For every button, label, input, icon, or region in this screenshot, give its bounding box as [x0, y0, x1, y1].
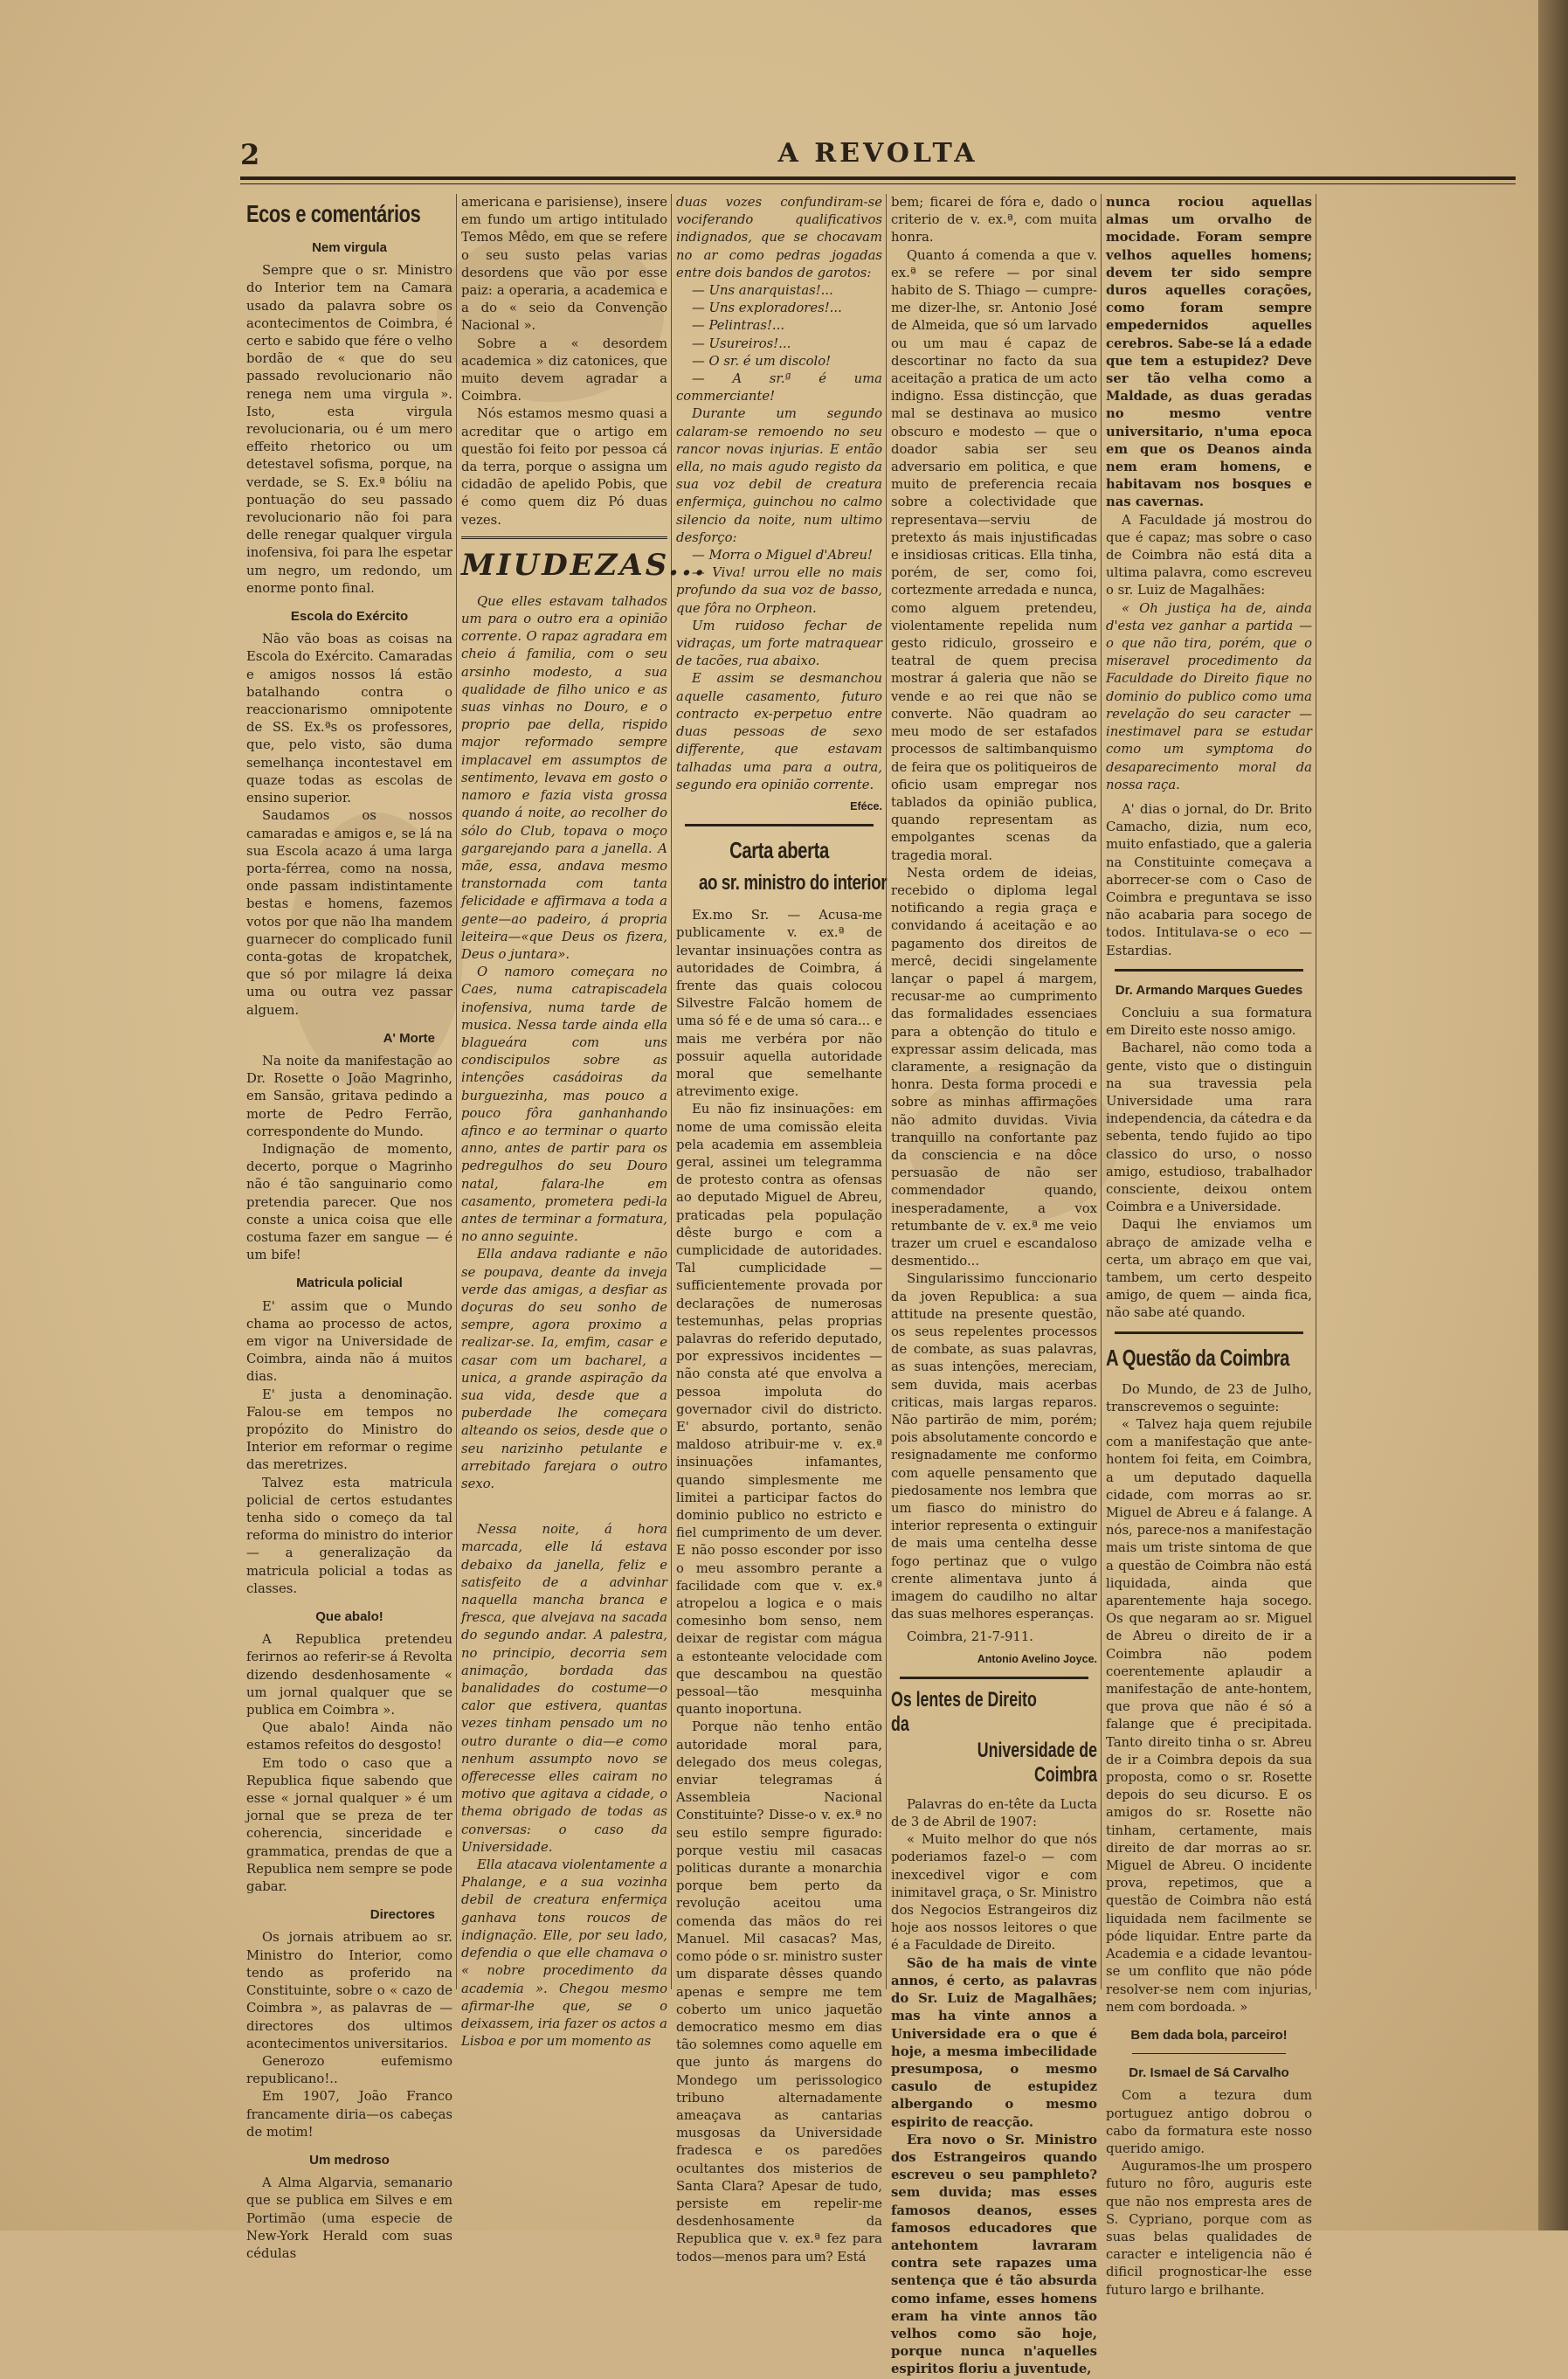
column-1	[246, 194, 452, 2261]
paragraph: Os jornais atribuem ao sr. Ministro do Interior, como tendo as proferido na Constituinte, sobre o « cazo de Coimbra », as palavras de — directores dos ultimos acontecimentos universitarios.	[246, 1930, 452, 2051]
section-title-miudezas: MIUDEZAS...	[461, 536, 667, 584]
paragraph: Durante um segundo calaram-se remoendo no seu rancor novas injurias. E então ella, no mais agudo registo da sua voz debil de creatura enfermiça, guinchou no calmo silencio da noite, num ultimo desforço:	[676, 406, 882, 545]
paragraph: Nessa noite, á hora marcada, elle lá estava debaixo da janella, feliz e satisfeito de a advinhar naquella mancha branca e fresca, que alvejava na sacada do segundo andar. A palestra, no principio, decorria sem animação, bordada das banalidades do costume—o calor que estivera, quantas vezes tinham pensado um no outro durante o dia—e como nenhum assumpto novo se offerecesse elles cairam no motivo que agitava a cidade, o thema obrigado de todas as conversas: o caso da Universidade.	[461, 1522, 667, 1855]
paragraph: Indignação de momento, decerto, porque o Magrinho não é tão sanguinario como pretendia parecer. Que nos conste a unica coisa que elle costuma fazer em sangue — é um bife!	[246, 1141, 452, 1263]
dialogue-line: — Usureiros!...	[692, 335, 791, 351]
dialogue-line: — Pelintras!...	[692, 318, 785, 334]
paragraph: Saudamos os nossos camaradas e amigos e, se lá na sua Escola acazo á uma larga porta-férrea, como na nossa, onde passam indistintamente bestas e homens, fazemos votos por que não lha mandem guarnecer do complicado funil conta-gotas de kropatchek, que só por milagre lá deixa uma ou outra vez passar alguem.	[246, 808, 452, 1018]
section-title-questao-coimbra: A Questão da Coimbra	[1106, 1344, 1290, 1371]
subheading-a-morte: A' Morte	[383, 1030, 435, 1046]
paragraph: Não vão boas as coisas na Escola do Exército. Camaradas e amigos nossos lá estão batalhando contra o reaccionarismo omnipotente de SS. Ex.ªs os professores, que, pelo visto, são duma semelhança incontestavel em quaze todas as escolas de ensino superior.	[246, 632, 452, 806]
paragraph: Sobre a « desordem academica » diz catonices, que muito devem agradar a Coimbra.	[461, 335, 667, 405]
subheading-matricula-policial: Matricula policial	[296, 1276, 403, 1291]
paragraph: A Republica pretendeu ferirnos ao referir-se á Revolta dizendo desdenhosamente « um jornal qualquer que se publica em Coimbra ».	[246, 1632, 452, 1719]
column-rule	[886, 194, 887, 1989]
paragraph: Porque não tenho então autoridade moral para, delegado dos meus colegas, enviar telegramas á Assembleia Nacional Constituinte? Disse-o v. ex.ª no seu estilo sempre figurado: porque vestiu mil casacas politicas durante a monarchia porque bem perto da revolução aceitou uma comenda das mãos do rei Manuel. Mil casacas? Mas, como póde o sr. ministro suster um disparate dêsses quando apenas e sempre me tem coberto um unico jaquetão democratico mesmo em dias tão solemnes como aquelle em que junto ás margens do Mondego um perissologico tribuno alternadamente ameaçava as cantarias musgosas da Universidade fradesca e os paredões ocultantes dos misterios de Santa Clara? Apesar de tudo, persiste em repelir-me desdenhosamente da Republica que v. ex.ª fez para todos—menos para um? Está	[676, 1719, 882, 2265]
paragraph: E assim se desmanchou aquelle casamento, futuro contracto ex-perpetuo entre duas pessoas de sexo differente, que estavam talhadas uma para a outra, segundo era opinião corrente.	[676, 671, 882, 792]
paragraph: Nós estamos mesmo quasi a acreditar que o artigo em questão foi feito por pessoa cá da terra, porque o assigna um cidadão de apelido Pobis, que é como quem diz Pó duas vezes.	[461, 406, 667, 528]
paragraph: Um ruidoso fechar de vidraças, um forte matraquear de tacões, rua abaixo.	[676, 618, 882, 669]
signature: Eféce.	[850, 799, 882, 813]
paragraph: « Oh justiça ha de, ainda d'esta vez ganhar a partida — o que não tira, porém, que o miseravel procedimento da Faculdade do Direito fique no dominio do publico como uma revelação do seu caracter — inestimavel para se estudar como um symptoma do desaparecimento moral da nossa raça.	[1106, 600, 1312, 792]
dialogue-line: — O sr. é um discolo!	[692, 353, 832, 369]
section-title-ministro: ao sr. ministro do interior	[698, 871, 888, 896]
separator	[900, 1677, 1088, 1679]
paragraph: Com a tezura dum portuguez antigo dobrou o cabo da formatura este nosso querido amigo.	[1106, 2088, 1312, 2156]
paragraph: A Faculdade já mostrou do que é capaz; mas sobre o caso de Coimbra não está dita a ultima palavra, como escreveu o sr. Luiz de Magalhães:	[1106, 512, 1312, 598]
paragraph: Ella atacava violentamente a Phalange, e a sua vozinha debil de creatura enfermiça ganhava tons roucos de indignação. Elle, por seu lado, defendia o que elle chamava o « nobre procedimento da academia ». Chegou mesmo afirmar-lhe que, se o deixassem, iria fazer os actos a Lisboa e por um momento as	[461, 1857, 667, 2050]
page-header	[240, 138, 1516, 180]
paragraph: A' dias o jornal, do Dr. Brito Camacho, dizia, num eco, muito enfastiado, que a galeria na Constituinte começava a aborrecer-se com o Caso de Coimbra e preguntava se isso não acabaria para socego de todos. Intitulava-se o eco — Estardias.	[1106, 801, 1312, 958]
paragraph: Palavras do en-tête da Lucta de 3 de Abril de 1907:	[891, 1796, 1097, 1830]
paragraph: Quanto á comenda a que v. ex.ª se refere — por sinal habito de S. Thiago — cumpre-me dizer-lhe, sr. Antonio José de Almeida, que só um larvado ou um mau é capaz de descortinar no facto da sua aceitação a pratica de um acto indigno. Essa distincção, que mal se destinava ao musico obscuro e modesto — que o doador sabia ser seu adversario em politica, e que muito de preferencia recaia sobre a colectividade que representava—serviu de pretexto ás mais injustificadas e insidiosas criticas. Ella tinha, porém, de ser, como foi, cortezmente arredada e nunca, como alguem pretendeu, violentamente repelida num gesto ridiculo, grosseiro e teatral de quem precisa mostrar á galeria que não se vende e ao rei que não se converte. Não quadram ao meu modo de ser estafados processos de saltimbanquismo de feira que os politiqueiros de oficio usam empregar nos tablados da opinião publica, quando representam as empolgantes scenas da tragedia moral.	[891, 247, 1097, 863]
page-number: 2	[240, 138, 260, 171]
paragraph: Que abalo! Ainda não estamos refeitos do desgosto!	[246, 1720, 452, 1753]
paragraph: Do Mundo, de 23 de Julho, transcrevemos o seguinte:	[1106, 1381, 1312, 1414]
column-2	[461, 194, 708, 2050]
paragraph: Em 1907, João Franco francamente diria—os cabeças de motim!	[246, 2089, 452, 2140]
dialogue-line: — Viva! urrou elle no mais profundo da sua voz de basso, que fôra no Orpheon.	[676, 565, 882, 616]
section-title-ecos: Ecos e comentários	[246, 200, 421, 227]
separator	[685, 824, 874, 826]
paragraph: Que elles estavam talhados um para o outro era a opinião corrente. O rapaz agradara em cheio á familia, com o seu arsinho modesto, a sua qualidade de filho unico e as suas vinhas no Douro, e o proprio pae della, rispido major reformado sempre implacavel em assumptos de sentimento, levava em gosto o namoro e fazia vista grossa quando á noite, ao recolher do sólo do Club, topava o moço gargarejando para a janella. A mãe, essa, andava mesmo transtornada com tanta felicidade e affirmava a toda a gente—ao padeiro, á propria leiteira—«que Deus os fizera, Deus o juntara».	[461, 593, 667, 962]
subheading-armando-marques-guedes: Dr. Armando Marques Guedes	[1115, 982, 1303, 998]
paragraph: Era novo o Sr. Ministro dos Estrangeiros quando escreveu o seu pamphleto? sem duvida; mas esses famosos deanos, esses famosos educadores que antehontem lavraram contra sete rapazes uma sentença que é tão absurda como infame, esses homens eram ha vinte annos tão velhos como são hoje, porque nunca n'aquelles espiritos floriu a juventude,	[891, 2132, 1097, 2377]
subheading-que-abalo: Que abalo!	[315, 1609, 383, 1625]
subheading-um-medroso: Um medroso	[309, 2152, 390, 2168]
paragraph: « Muito melhor do que nós poderiamos fazel-o — com inexcedivel vigor e com inimitavel graça, o Sr. Ministro dos Negocios Estrangeiros diz hoje aos nossos leitores o que é a Faculdade de Direito.	[891, 1832, 1097, 1954]
column-4	[891, 194, 1097, 2377]
section-title-carta-aberta: Carta aberta	[729, 837, 829, 864]
dialogue-line: — Uns exploradores!...	[692, 301, 842, 316]
section-title-lentes: Os lentes de Direito da	[891, 1687, 1037, 1736]
column-5	[1106, 194, 1312, 2298]
separator	[487, 1502, 641, 1512]
subheading-escola-exercito: Escola do Exército	[290, 609, 409, 625]
subheading-directores: Directores	[370, 1907, 435, 1923]
column-3	[676, 194, 888, 2265]
paragraph: E' justa a denominação. Falou-se em tempos no propózito do Ministro do Interior em reformar o regime das meretrizes.	[246, 1387, 452, 1473]
paragraph: americana e parisiense), insere em fundo um artigo intitulado Temos Mêdo, em que se refere o seu susto pelas varias desordens que vão por esse paiz: a operaria, a academica e a do « seio da Convenção Nacional ».	[461, 195, 667, 334]
column-rule	[1101, 194, 1102, 1989]
separator	[1115, 969, 1303, 972]
paragraph: nunca rociou aquellas almas um orvalho de mocidade. Foram sempre velhos aquelles homens; devem ter sido sempre duros aquelles corações, como foram sempre empedernidos aquelles cerebros. Sabe-se lá a edade que tem a estupidez? Deve ser tão velha como a Maldade, as duas geradas no mesmo ventre universitario, n'uma epoca em que os Deanos ainda nem eram homens, e habitavam nos bosques e nas cavernas.	[1106, 195, 1312, 510]
signature: Antonio Avelino Joyce.	[977, 1652, 1097, 1665]
dialogue-line: — Uns anarquistas!...	[692, 283, 833, 299]
paragraph: E' assim que o Mundo chama ao processo de actos, em vigor na Universidade de Coimbra, ainda não á muitos dias.	[246, 1298, 452, 1385]
paragraph: bem; ficarei de fóra e, dado o criterio de v. ex.ª, com muita honra.	[891, 195, 1097, 246]
paragraph: Na noite da manifestação ao Dr. Rosette o João Magrinho, em Sansão, gritava pedindo a morte de Pedro Ferrão, correspondente do Mundo.	[246, 1053, 452, 1139]
subheading-nem-virgula: Nem virgula	[312, 240, 387, 255]
page-edge	[1538, 0, 1568, 2230]
paragraph: Sempre que o sr. Ministro do Interior tem na Camara usado da palavra sobre os acontecimentos de Coimbra, é certo e sabido que fére o velho bordão de « que do seu passado revolucionario não renega nem uma virgula ». Isto, esta virgula revolucionaria, ou é um mero effeito rhetorico ou um detestavel sofisma, porque, na verdade, se S. Ex.ª bóliu na pontuação do seu passado revolucionario não foi para delle renegar qualquer virgula inofensiva, foi para lhe espetar um negro, um redondo, um enorme ponto final.	[246, 263, 452, 596]
subheading-bem-dada-bola: Bem dada bola, parceiro!	[1130, 2027, 1288, 2043]
column-rule	[671, 194, 672, 1989]
paragraph: Nesta ordem de ideias, recebido o diploma legal notificando a regia graça e convidando á aceitação e ao pagamento dos direitos de mercê, decidi singelamente lançar o papel á margem, recusar-me ao cumprimento das formalidades essenciaes para a obtenção do titulo e expressar assim delicada, mas claramente, a resignação da honra. Desta forma procedi e sobre as minhas affirmações não admito duvidas. Vivia tranquillo na confortante paz da consciencia e na dôce persuasão de não ser commendador quando, inesperadamente, a vox retumbante de v. ex.ª me veio trazer um cruel e escandaloso desmentido...	[891, 865, 1097, 1269]
subheading-ismael-sa-carvalho: Dr. Ismael de Sá Carvalho	[1129, 2065, 1289, 2081]
paragraph: Eu não fiz insinuações: em nome de uma comissão eleita pela academia em assembleia geral, assinei um telegramma de protesto contra as ofensas ao deputado Miguel de Abreu, praticadas pela população dêste burgo e com a cumplicidade de autoridades. Tal cumplicidade — sufficientemente provada por declarações de numerosas testemunhas, pelas proprias palavras do referido deputado, por expressivos incidentes — não consta até que envolva a pessoa impoluta do governador civil do districto. E' absurdo, portanto, senão maldoso atribuir-me v. ex.ª insinuações infamantes, quando simplesmente me limitei a participar factos do dominio publico no estricto e fiel cumprimento de um dever. E não posso esconder por isso o meu assombro perante a facilidade com que v. ex.ª atropelou a logica e o mais comesinho bom senso, nem deixar de registar com mágua a estonteante velocidade com que descambou na questão pessoal—tão mesquinha quanto inoportuna.	[676, 1102, 882, 1718]
column-rule	[456, 194, 457, 1989]
paragraph: Talvez esta matricula policial de certos estudantes tenha sido o começo da tal reforma do ministro do interior — a generalização da matricula policial a todas as classes.	[246, 1475, 452, 1596]
dialogue-line: — A sr.ª é uma commerciante!	[676, 371, 882, 405]
paragraph: Em todo o caso que a Republica fique sabendo que esse « jornal qualquer » é um jornal que se preza de ter coherencia, sinceridade e grammatica, prendas de que a Republica nem sempre se pode gabar.	[246, 1755, 452, 1895]
paragraph: Concluiu a sua formatura em Direito este nosso amigo.	[1106, 1005, 1312, 1039]
dialogue-line: — Morra o Miguel d'Abreu!	[692, 548, 873, 564]
paragraph: Generozo eufemismo republicano!..	[246, 2053, 452, 2087]
paragraph: duas vozes confundiram-se vociferando qualificativos indignados, que se chocavam no ar como pedras jogadas entre dois bandos de garotos:	[676, 195, 882, 280]
separator	[1132, 2053, 1286, 2054]
paragraph: « Talvez haja quem rejubile com a manifestação que ante-hontem foi feita, em Coimbra, a um deputado daquella cidade, com morras ao sr. Miguel de Abreu e á falange. A nós, parece-nos a manifestação mais um triste sintoma de que a questão de Coimbra não está liquidada, ainda que aparentemente haja socego. Os que negaram ao sr. Miguel de Abreu o direito de ir a Coimbra não podem coerentemente aplaudir a manifestação de ante-hontem, que prova que não é só a falange que é precipitada. Tanto direito tinha o sr. Abreu de ir a Coimbra depois da sua proposta, como o sr. Rosette depois do seu dicurso. E os amigos do sr. Rosette não tinham, certamente, mais direito de dar morras ao sr. Miguel de Abreu. O incidente prova, repetimos, que a questão de Coimbra não está liquidada nem facilmente se póde liquidar. Entre parte da Academia e a cidade levantou-se um conflito que não póde resolver-se nem com injurias, nem com bordoada. »	[1106, 1417, 1312, 2015]
paragraph: Bacharel, não como toda a gente, visto que o distinguin na sua travessia pela Universidade uma rara independencia, da cátedra e da sebenta, tendo fujido ao tipo classico do urso, o nosso amigo, estudioso, trabalhador consciente, deixou ontem Coimbra e a Universidade.	[1106, 1041, 1312, 1215]
paragraph: Singularissimo funccionario da joven Republica: a sua attitude na presente questão, os seus repelentes processos de combate, as suas palavras, as suas intenções, mereciam, sem duvida, mais acerbas criticas, mais largas reparos. Não partirão de mim, porém; pois absolutamente concordo e resignadamente me conformo com aquelle pensamento que piedosamente nos lembra que um fiasco do ministro do interior representa o extinguir de mais uma centelha desse fogo pertinaz que o vulgo crente alimentava junto á imagem do caudilho no altar das suas melhores esperanças.	[891, 1271, 1097, 1622]
separator	[1115, 1331, 1303, 1334]
paragraph: São de ha mais de vinte annos, é certo, as palavras do Sr. Luiz de Magalhães; mas ha vinte annos a Universidade era o que é hoje, a mesma imbecilidade presumposa, o mesmo casulo de estupidez albergando o mesmo espirito de reacção.	[891, 1955, 1097, 2130]
paragraph: Ex.mo Sr. — Acusa-me publicamente v. ex.ª de levantar insinuações contra as autoridades de Coimbra, á frente das quais colocou Silvestre Falcão homem de uma só fé e de uma só cara... e mais me verbéra por não possuir aquella autoridade moral que semelhante atrevimento exige.	[676, 908, 882, 1100]
paragraph: Daqui lhe enviamos um abraço de amizade velha e certa, um abraço em que vai, tambem, um certo despeito amigo, de quem — ainda fica, não sabe até quando.	[1106, 1217, 1312, 1321]
paragraph: O namoro começara no Caes, numa catrapiscadela inofensiva, numa tarde de musica. Nessa tarde ainda ella blagueára com uns condiscipulos sobre as intenções casádoiras da burguezinha, mas pouco a pouco fôra ganhanhando afinco e ao terminar o quarto anno, antes de partir para os pedregulhos do seu Douro natal, falara-lhe em casamento, prometera pedi-la antes de terminar a formatura, no anno seguinte.	[461, 965, 667, 1245]
section-title-universidade: Universidade de Coimbra	[977, 1738, 1097, 1787]
paragraph: Ella andava radiante e não se poupava, deante da inveja verde das amigas, a desfiar as doçuras do seu sonho de sempre, agora proximo a realizar-se. Ia, emfim, casar e casar com um bacharel, a unica, a grande aspiração da sua vida, desde que a puberdade lhe começara alteando os seios, desde que o seu narizinho petulante e arrebitado farejara o outro sexo.	[461, 1247, 667, 1492]
dateline: Coimbra, 21-7-911.	[907, 1629, 1033, 1645]
masthead-title: A REVOLTA	[777, 138, 978, 169]
paragraph: Auguramos-lhe um prospero futuro no fôro, auguris este que não nos empresta ares de S. Cypriano, porque com as suas belas qualidades de caracter e inteligencia não é dificil prognosticar-lhe esse futuro largo e brilhante.	[1106, 2159, 1312, 2298]
paragraph: A Alma Algarvia, semanario que se publica em Silves e em Portimão (uma especie de New-York Herald com suas cédulas	[246, 2175, 452, 2261]
